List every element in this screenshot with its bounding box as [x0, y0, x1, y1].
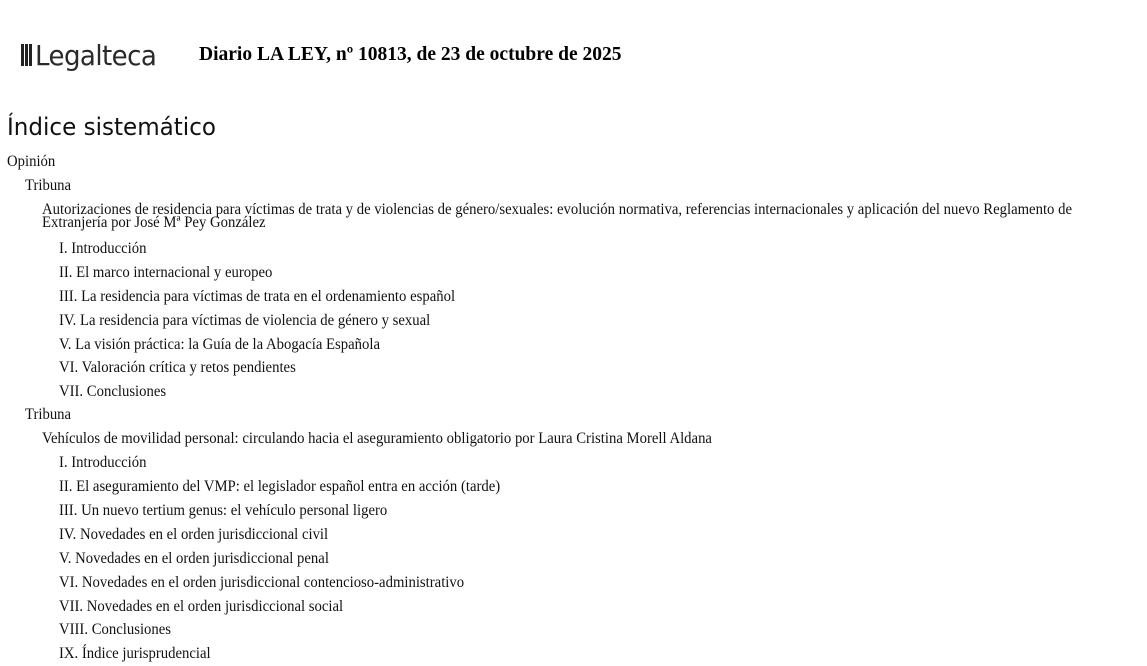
toc-chapter[interactable]: VIII. Conclusiones	[59, 621, 172, 638]
toc-chapter[interactable]: IX. Índice jurisprudencial	[59, 645, 211, 662]
toc-article[interactable]: Vehículos de movilidad personal: circulando hacia el aseguramiento obligatorio por Laura Cristina Morell Aldana	[42, 430, 712, 447]
toc-section[interactable]: Opinión	[7, 153, 56, 170]
toc-chapter[interactable]: IV. La residencia para víctimas de violencia de género y sexual	[59, 312, 431, 329]
legalteca-logo[interactable]	[21, 41, 165, 71]
header	[21, 36, 165, 76]
logo-bars-icon	[21, 44, 34, 66]
toc-chapter[interactable]: VII. Conclusiones	[59, 383, 167, 400]
toc-category[interactable]: Tribuna	[25, 406, 72, 423]
toc-chapter[interactable]: V. Novedades en el orden jurisdiccional penal	[59, 550, 329, 567]
page-title: Índice sistemático	[7, 113, 216, 141]
toc-chapter[interactable]: I. Introducción	[59, 454, 147, 471]
toc-chapter[interactable]: II. El marco internacional y europeo	[59, 264, 273, 281]
toc-category[interactable]: Tribuna	[25, 177, 72, 194]
toc-chapter[interactable]: VI. Novedades en el orden jurisdiccional contencioso-administrativo	[59, 574, 465, 591]
logo-text: Legalteca	[34, 39, 156, 72]
toc-chapter[interactable]: I. Introducción	[59, 240, 147, 257]
toc-chapter[interactable]: III. La residencia para víctimas de trata en el ordenamiento español	[59, 288, 456, 305]
toc-chapter[interactable]: VII. Novedades en el orden jurisdiccional social	[59, 598, 344, 615]
toc-chapter[interactable]: VI. Valoración crítica y retos pendientes	[59, 359, 296, 376]
toc-article[interactable]: Autorizaciones de residencia para víctimas de trata y de violencias de género/sexuales: evolución normativa, referencias internacionales y aplicación del nuevo Reglamento de Extranjería por José Mª Pey González	[42, 201, 1072, 231]
toc-chapter[interactable]: III. Un nuevo tertium genus: el vehículo personal ligero	[59, 502, 388, 519]
journal-title: Diario LA LEY, nº 10813, de 23 de octubre de 2025	[199, 44, 622, 65]
toc-chapter[interactable]: IV. Novedades en el orden jurisdiccional civil	[59, 526, 329, 543]
toc-chapter[interactable]: V. La visión práctica: la Guía de la Abogacía Española	[59, 336, 381, 353]
toc-chapter[interactable]: II. El aseguramiento del VMP: el legislador español entra en acción (tarde)	[59, 478, 501, 495]
